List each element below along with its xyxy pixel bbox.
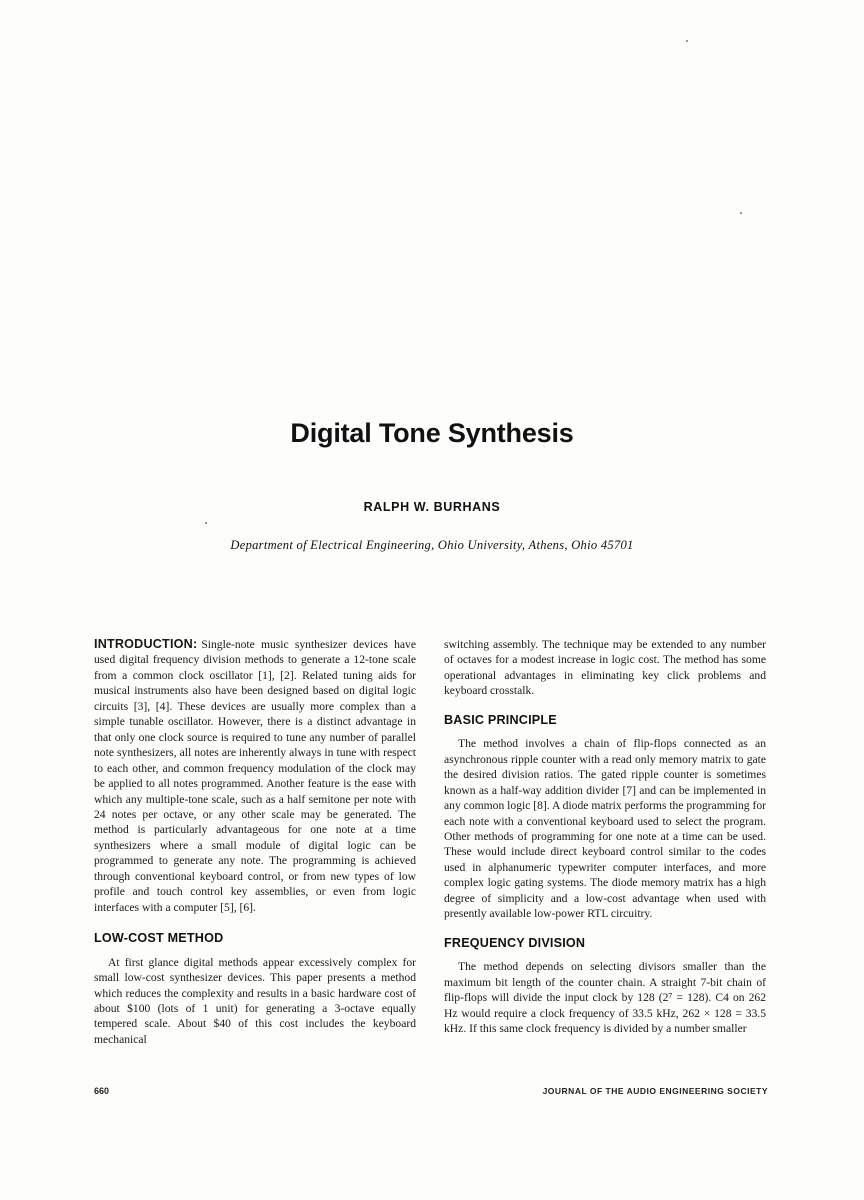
intro-paragraph — [94, 637, 416, 915]
scan-speck — [205, 522, 207, 524]
intro-heading: INTRODUCTION: — [94, 637, 198, 651]
frequency-division-paragraph: The method depends on selecting divisors smaller than the maximum bit length of the counter chain. A straight 7-bit chain of flip-flops will divide the input clock by 128 (2⁷ = 128). C4 on 262 Hz would require a clock frequency of 33.5 kHz, 262 × 128 = 33.5 kHz. If this same clock frequency is divided by a number smaller — [444, 960, 766, 1035]
lowcost-heading: LOW-COST METHOD — [94, 931, 224, 946]
right-column — [444, 637, 766, 1036]
basic-principle-paragraph: The method involves a chain of flip-flops connected as an asynchronous ripple counter with a read only memory matrix to gate the desired division ratios. The gated ripple counter is sometimes known as a half-way addition divider [7] and can be implemented in any common logic [8]. A diode matrix performs the programming for each note with a conventional keyboard used to select the program. Other methods of programming for one note at a time can be used. These would include direct keyboard control similar to the codes used in alphanumeric typewriter computer interfaces, and more complex logic gating systems. The diode memory matrix has a high degree of simplicity and a low-cost advantage when used with presently available low-power RTL circuitry. — [444, 737, 766, 921]
lowcost-paragraph: At first glance digital methods appear excessively complex for small low-cost synthesizer devices. This paper presents a method which reduces the complexity and results in a basic hardware cost of about $100 (lots of 1 unit) for generating a 3-octave equally tempered scale. About $40 of this cost includes the keyboard mechanical — [94, 955, 416, 1046]
journal-name: JOURNAL OF THE AUDIO ENGINEERING SOCIETY — [542, 1086, 768, 1096]
continuation-paragraph: switching assembly. The technique may be extended to any number of octaves for a modest increase in logic cost. The method has some operational advantages in eliminating key click problems and keyboard crosstalk. — [444, 638, 766, 698]
scan-speck — [740, 212, 742, 214]
page-number: 660 — [94, 1086, 110, 1096]
frequency-division-heading: FREQUENCY DIVISION — [444, 935, 586, 950]
author-name: RALPH W. BURHANS — [363, 500, 501, 514]
intro-text: Single-note music synthesizer devices have used digital frequency division methods to generate a 12-tone scale from a common clock oscillator [1], [2]. Related tuning aids for musical instruments also have been designed based on digital logic circuits [3], [4]. These devices are usually more complex than a simple tunable oscillator. However, there is a distinct advantage in that only one clock source is required to tune any number of parallel note synthesizers, all notes are inherently always in tune with respect to each other, and common frequency modulation of the clock may be applied to all notes programmed. Another feature is the ease with which any multiple-tone scale, such as a half semitone per note with 24 notes per octave, or any other scale may be generated. The method is particularly advantageous for one note at a time synthesizers where a small module of digital logic can be programmed to generate any note. The programming is achieved through conventional keyboard control, or from new types of low profile and touch control key assemblies, or even from logic interfaces with a computer [5], [6]. — [94, 638, 416, 914]
left-column — [94, 637, 416, 1047]
paper-title: Digital Tone Synthesis — [290, 418, 574, 448]
author-affiliation: Department of Electrical Engineering, Ohio University, Athens, Ohio 45701 — [230, 538, 634, 552]
scan-speck — [686, 40, 688, 42]
basic-principle-heading: BASIC PRINCIPLE — [444, 712, 557, 727]
